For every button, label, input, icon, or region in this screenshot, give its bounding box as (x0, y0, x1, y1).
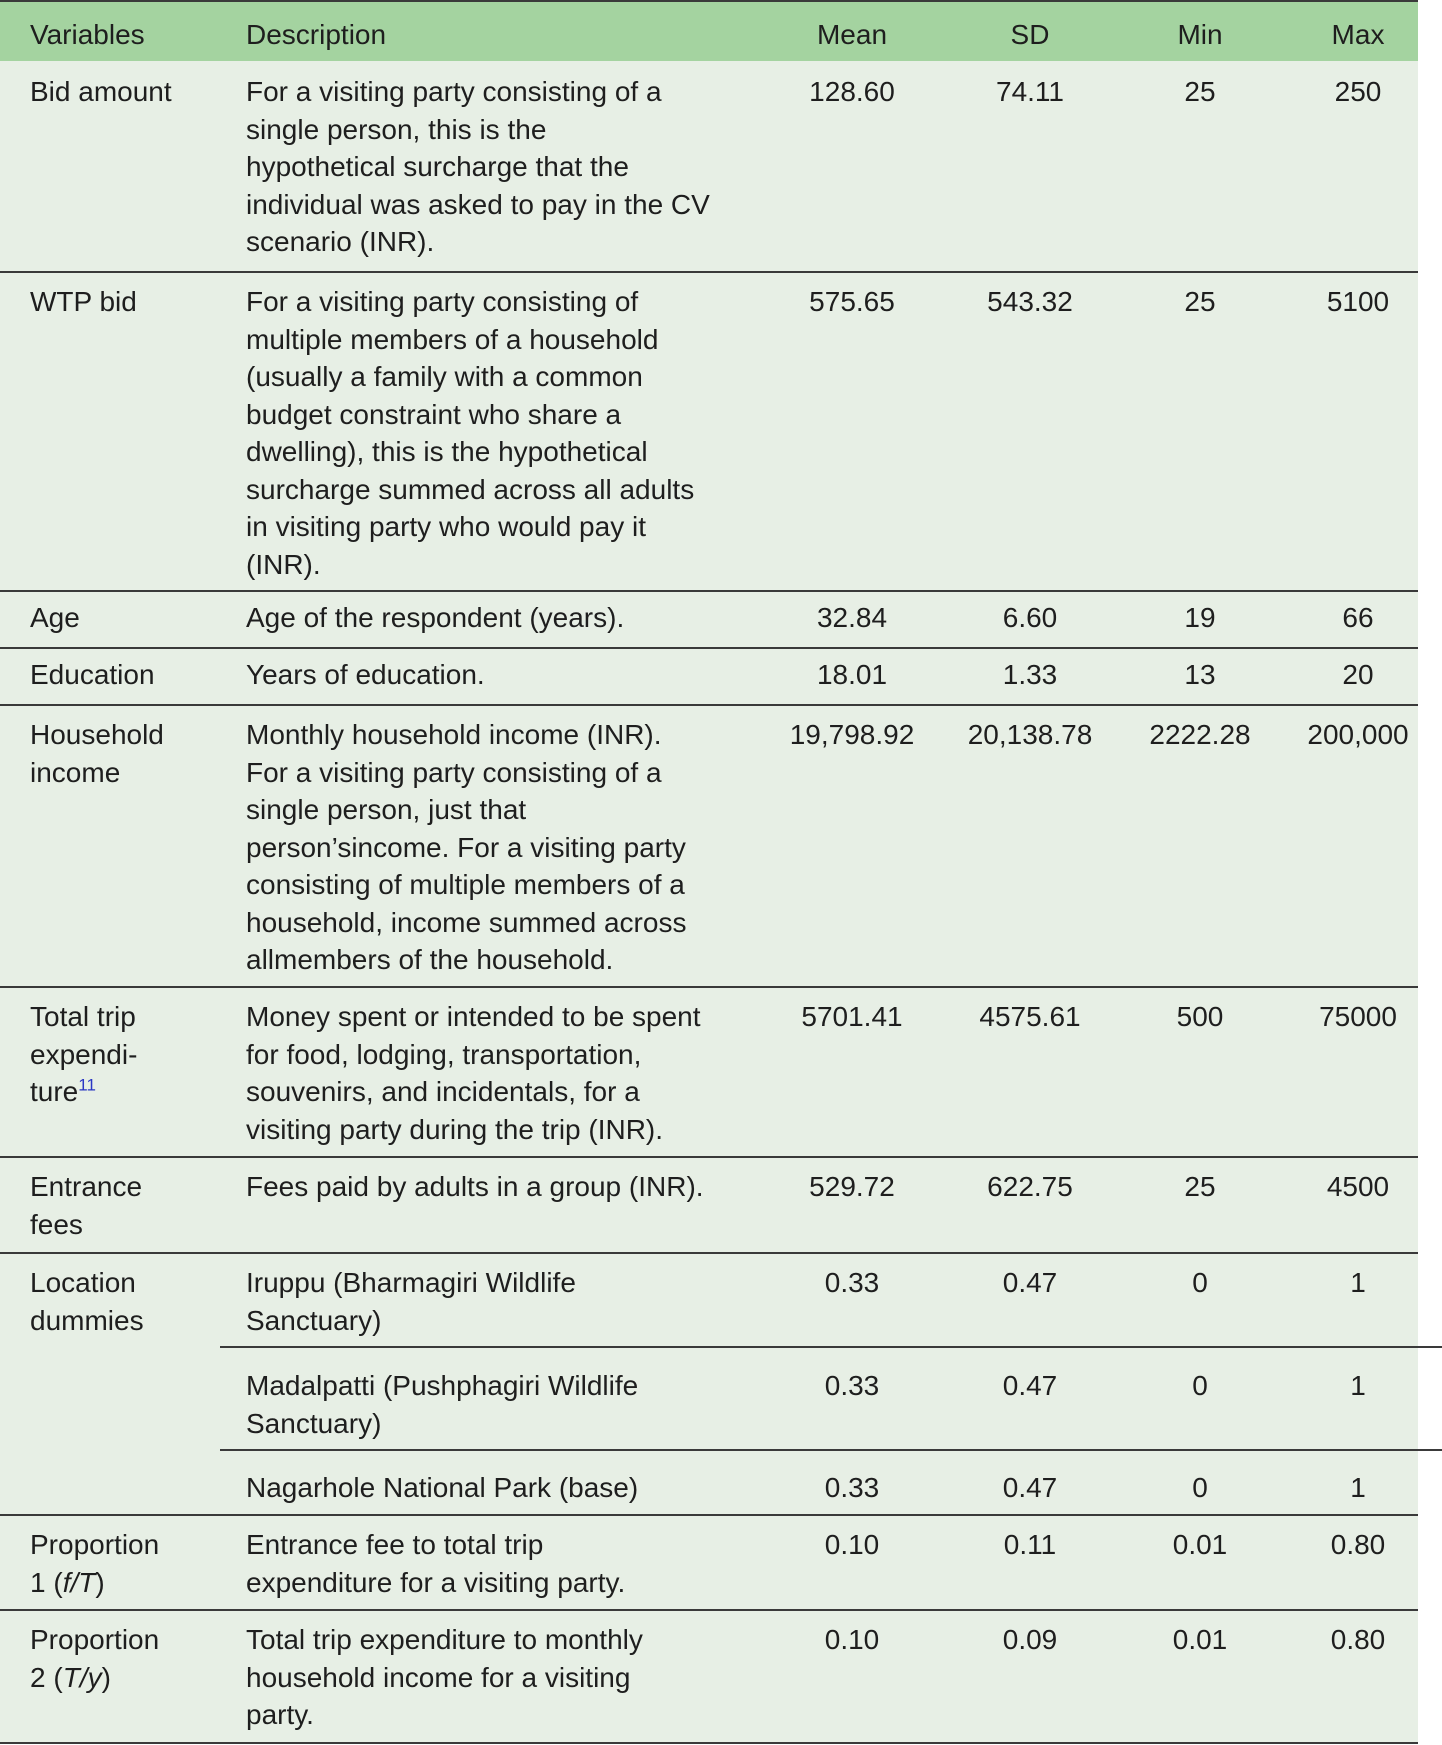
description-line: hypothetical surcharge that the (246, 151, 629, 182)
description-line: Entrance fee to total trip (246, 1529, 544, 1560)
proportion-ratio: T/y (62, 1661, 102, 1693)
variable-line: fees (30, 1208, 83, 1240)
variable-name (30, 73, 230, 111)
description-line: multiple members of a household (246, 323, 659, 355)
sd-value: 543.32 (987, 286, 1073, 317)
description-line: surcharge summed across all adults (246, 473, 695, 505)
max-value: 5100 (1326, 286, 1390, 317)
description-line: in visiting party who would pay it (246, 511, 646, 542)
max-value: 20 (1342, 659, 1374, 690)
description (246, 656, 766, 694)
max-value: 0.80 (1330, 1624, 1386, 1655)
variable-line: Location (30, 1267, 136, 1298)
description-line: expenditure for a visiting party. (246, 1566, 626, 1598)
mean-value: 0.33 (824, 1267, 880, 1298)
description-line: party. (246, 1699, 314, 1730)
variable-line (30, 1073, 230, 1111)
variable-line: Proportion (30, 1624, 160, 1655)
mean-value: 18.01 (816, 659, 888, 690)
min-value: 0.01 (1172, 1529, 1228, 1560)
variable-name (30, 998, 230, 1111)
variable-line: expendi- (30, 1038, 138, 1070)
footnote-link[interactable]: 11 (78, 1075, 96, 1095)
description-line: dwelling), this is the hypothetical (246, 436, 648, 467)
table-header-row (0, 0, 1418, 63)
min-value: 0 (1192, 1267, 1208, 1298)
table-row-location-dummies (0, 1254, 1418, 1516)
description-line: household income for a visiting (246, 1661, 631, 1693)
variable-line: Total trip (30, 1001, 136, 1032)
description-line: Madalpatti (Pushphagiri Wildlife (246, 1370, 639, 1401)
table-row-household-income (0, 706, 1418, 988)
description-line: individual was asked to pay in the CV (246, 188, 710, 220)
variable-line: Proportion (30, 1529, 160, 1560)
variable-name (30, 1526, 230, 1601)
mean-value: 32.84 (816, 602, 888, 633)
proportion-index: 1 (30, 1566, 46, 1598)
proportion-index: 2 (30, 1661, 46, 1693)
description-line: consisting of multiple members of a (246, 869, 685, 900)
description-line: souvenirs, and incidentals, for a (246, 1076, 640, 1107)
max-value: 250 (1334, 76, 1382, 107)
description-line: For a visiting party consisting of a (246, 76, 662, 107)
max-value: 75000 (1319, 1001, 1397, 1032)
description-line: For a visiting party consisting of a (246, 756, 662, 788)
location-description (246, 1264, 766, 1339)
sd-value: 0.47 (1002, 1472, 1058, 1503)
min-value: 13 (1184, 659, 1216, 690)
max-value: 1 (1350, 1267, 1366, 1298)
header-description: Description (246, 19, 387, 50)
table-row-proportion-1 (0, 1516, 1418, 1611)
description (246, 1621, 766, 1734)
mean-value: 5701.41 (801, 1001, 903, 1032)
description-line: Fees paid by adults in a group (INR). (246, 1171, 704, 1202)
header-min: Min (1177, 19, 1223, 50)
location-description (246, 1469, 766, 1507)
description (246, 73, 766, 261)
description-line: Money spent or intended to be spent (246, 1001, 701, 1032)
max-value: 200,000 (1307, 719, 1409, 750)
min-value: 0 (1192, 1370, 1208, 1401)
variable-name (30, 1264, 230, 1339)
description-line: Age of the respondent (years). (246, 602, 625, 633)
min-value: 25 (1184, 76, 1216, 107)
header-sd: SD (1010, 19, 1050, 50)
header-max: Max (1331, 19, 1385, 50)
variable-name (30, 599, 230, 637)
subrow-divider (220, 1346, 1442, 1348)
table-row-bid-amount (0, 61, 1418, 273)
description-line: household, income summed across (246, 906, 687, 938)
table-row-wtp-bid (0, 273, 1418, 592)
description-line: single person, this is the (246, 113, 547, 145)
description-line: allmembers of the household. (246, 944, 614, 975)
description-line: (usually a family with a common (246, 361, 643, 392)
description-line: Nagarhole National Park (base) (246, 1472, 639, 1503)
variable-name (30, 1168, 230, 1243)
max-value: 1 (1350, 1370, 1366, 1401)
min-value: 2222.28 (1149, 719, 1251, 750)
variable-line: 1 (f/T) (30, 1566, 105, 1598)
description (246, 1526, 766, 1601)
description-line: Sanctuary) (246, 1407, 382, 1439)
table-row-age (0, 592, 1418, 649)
variable-line: Bid amount (30, 76, 172, 107)
variable-line: WTP bid (30, 286, 137, 317)
variable-name (30, 656, 230, 694)
description-line: visiting party during the trip (INR). (246, 1113, 664, 1145)
sd-value: 20,138.78 (967, 719, 1093, 750)
sd-value: 0.09 (1002, 1624, 1058, 1655)
sd-value: 0.11 (1003, 1529, 1057, 1560)
description (246, 599, 766, 637)
mean-value: 0.33 (824, 1472, 880, 1503)
mean-value: 128.60 (809, 76, 895, 107)
description-line: Years of education. (246, 659, 485, 690)
header-variables: Variables (30, 19, 145, 50)
description-line: scenario (INR). (246, 226, 435, 257)
description-line: single person, just that (246, 794, 527, 825)
max-value: 1 (1350, 1472, 1366, 1503)
sd-value: 4575.61 (979, 1001, 1081, 1032)
max-value: 4500 (1326, 1171, 1390, 1202)
description-line: Total trip expenditure to monthly (246, 1624, 643, 1655)
mean-value: 529.72 (809, 1171, 895, 1202)
variable-name (30, 716, 230, 791)
min-value: 25 (1184, 286, 1216, 317)
variable-line-text: ture (30, 1076, 79, 1107)
description-line: (INR). (246, 548, 321, 580)
variable-line: Household (30, 719, 164, 750)
description (246, 998, 766, 1148)
description (246, 1168, 766, 1206)
mean-value: 19,798.92 (789, 719, 915, 750)
table-row-entrance-fees (0, 1158, 1418, 1254)
variable-name (30, 283, 230, 321)
description-line: budget constraint who share a (246, 398, 622, 430)
sd-value: 74.11 (996, 76, 1064, 107)
description-line: for food, lodging, transportation, (246, 1038, 642, 1070)
mean-value: 0.10 (824, 1624, 880, 1655)
description-line: Iruppu (Bharmagiri Wildlife (246, 1267, 576, 1298)
sd-value: 1.33 (1002, 659, 1058, 690)
mean-value: 575.65 (809, 286, 895, 317)
mean-value: 0.33 (824, 1370, 880, 1401)
min-value: 25 (1184, 1171, 1216, 1202)
table-row-total-trip-expenditure (0, 988, 1418, 1158)
max-value: 66 (1342, 602, 1374, 633)
variable-line: Education (30, 659, 155, 690)
description (246, 283, 766, 583)
variable-name (30, 1621, 230, 1696)
description (246, 716, 766, 979)
description-line: Monthly household income (INR). (246, 719, 662, 750)
mean-value: 0.10 (824, 1529, 880, 1560)
variable-line: Entrance (30, 1171, 143, 1202)
sd-value: 622.75 (987, 1171, 1073, 1202)
description-line: For a visiting party consisting of (246, 286, 639, 317)
subrow-divider (220, 1449, 1442, 1451)
variable-line: income (30, 756, 121, 788)
variable-line: 2 (T/y) (30, 1661, 111, 1693)
min-value: 19 (1184, 602, 1216, 633)
max-value: 0.80 (1330, 1529, 1386, 1560)
description-line: person’sincome. For a visiting party (246, 831, 686, 863)
min-value: 0.01 (1172, 1624, 1228, 1655)
header-mean: Mean (816, 19, 888, 50)
proportion-ratio: f/T (62, 1566, 96, 1598)
variable-line: Age (30, 602, 80, 633)
description-line: Sanctuary) (246, 1304, 382, 1336)
min-value: 500 (1176, 1001, 1224, 1032)
sd-value: 0.47 (1002, 1267, 1058, 1298)
min-value: 0 (1192, 1472, 1208, 1503)
table-row-education (0, 649, 1418, 706)
sd-value: 0.47 (1002, 1370, 1058, 1401)
sd-value: 6.60 (1002, 602, 1058, 633)
location-description (246, 1367, 766, 1442)
table-row-proportion-2 (0, 1611, 1418, 1744)
variable-line: dummies (30, 1304, 144, 1336)
